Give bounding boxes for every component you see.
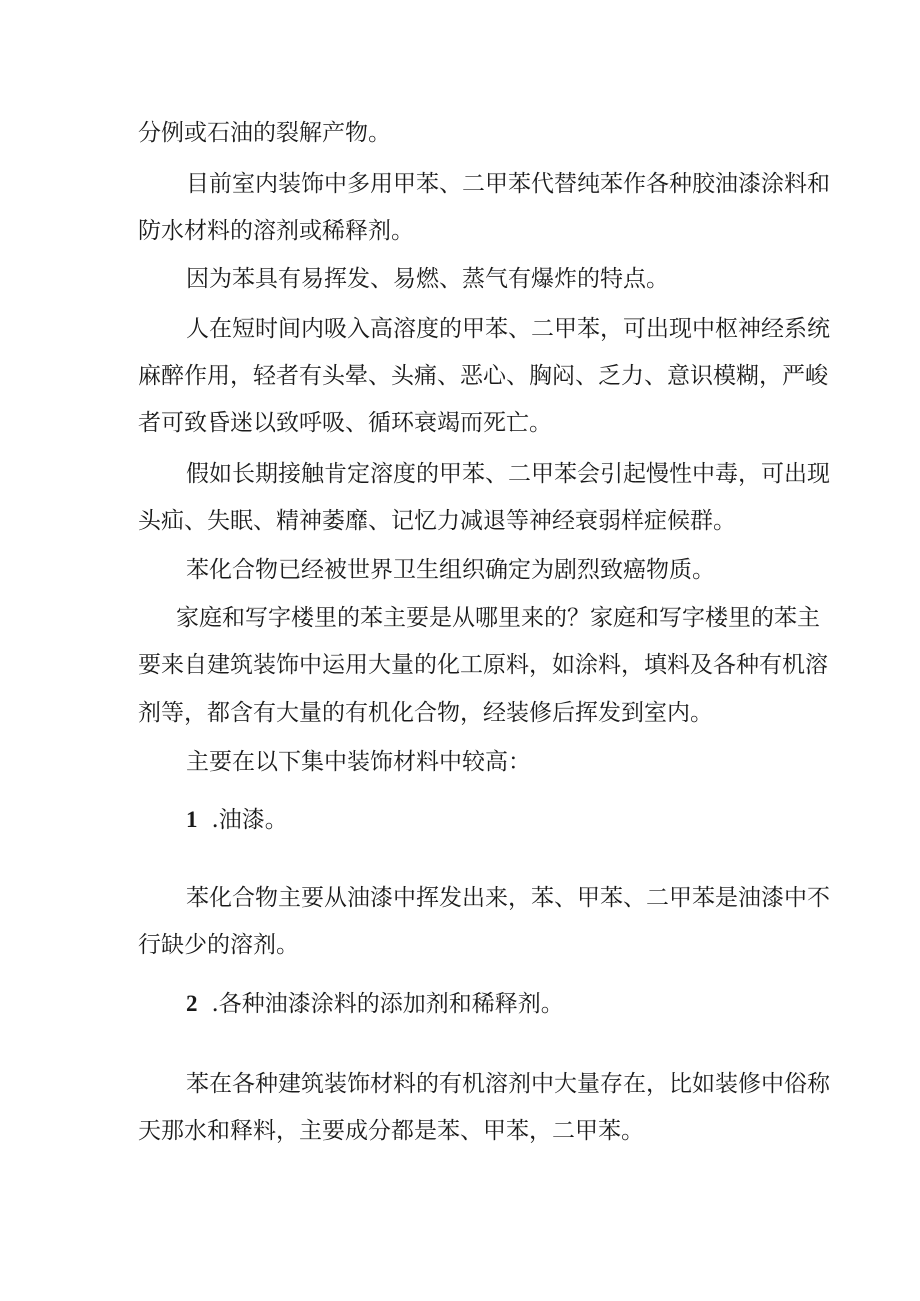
paragraph-line: 苯化合物主要从油漆中挥发出来，苯、甲苯、二甲苯是油漆中不 bbox=[186, 885, 830, 911]
paragraph-line: 主要在以下集中装饰材料中较高： bbox=[186, 749, 531, 775]
numbered-item bbox=[186, 805, 788, 835]
paragraph-line: 目前室内装饰中多用甲苯、二甲苯代替纯苯作各种胶油漆涂料和 bbox=[186, 171, 830, 197]
item-number: 1 bbox=[186, 807, 198, 832]
numbered-item bbox=[186, 989, 788, 1019]
paragraph-line: 行缺少的溶剂。 bbox=[138, 932, 299, 958]
paragraph-line: 麻醉作用，轻者有头晕、头痛、恶心、胸闷、乏力、意识模糊，严峻 bbox=[138, 363, 828, 389]
item-number: 2 bbox=[186, 991, 198, 1016]
paragraph-line: 人在短时间内吸入高溶度的甲苯、二甲苯，可出现中枢神经系统 bbox=[186, 316, 830, 342]
paragraph-line: 苯在各种建筑装饰材料的有机溶剂中大量存在，比如装修中俗称 bbox=[186, 1071, 830, 1097]
paragraph-line: 苯化合物已经被世界卫生组织确定为剧烈致癌物质。 bbox=[186, 557, 715, 583]
paragraph-line: 分例或石油的裂解产物。 bbox=[138, 120, 391, 146]
paragraph-line: 天那水和释料，主要成分都是苯、甲苯，二甲苯。 bbox=[138, 1118, 644, 1144]
paragraph-line: 防水材料的溶剂或稀释剂。 bbox=[138, 218, 414, 244]
paragraph-line: 要来自建筑装饰中运用大量的化工原料，如涂料，填料及各种有机溶 bbox=[138, 652, 828, 678]
paragraph-line: 头疝、失眠、精神萎靡、记忆力减退等神经衰弱样症候群。 bbox=[138, 508, 736, 534]
paragraph-line: 因为苯具有易挥发、易燃、蒸气有爆炸的特点。 bbox=[186, 266, 669, 292]
item-text: .油漆。 bbox=[211, 807, 288, 833]
item-text: .各种油漆涂料的添加剂和稀释剂。 bbox=[211, 991, 564, 1017]
paragraph-line: 家庭和写字楼里的苯主要是从哪里来的？家庭和写字楼里的苯主 bbox=[176, 605, 820, 631]
paragraph-line: 者可致昏迷以致呼吸、循环衰竭而死亡。 bbox=[138, 410, 552, 436]
paragraph-line: 假如长期接触肯定溶度的甲苯、二甲苯会引起慢性中毒，可出现 bbox=[186, 461, 830, 487]
paragraph-line: 剂等，都含有大量的有机化合物，经装修后挥发到室内。 bbox=[138, 700, 713, 726]
